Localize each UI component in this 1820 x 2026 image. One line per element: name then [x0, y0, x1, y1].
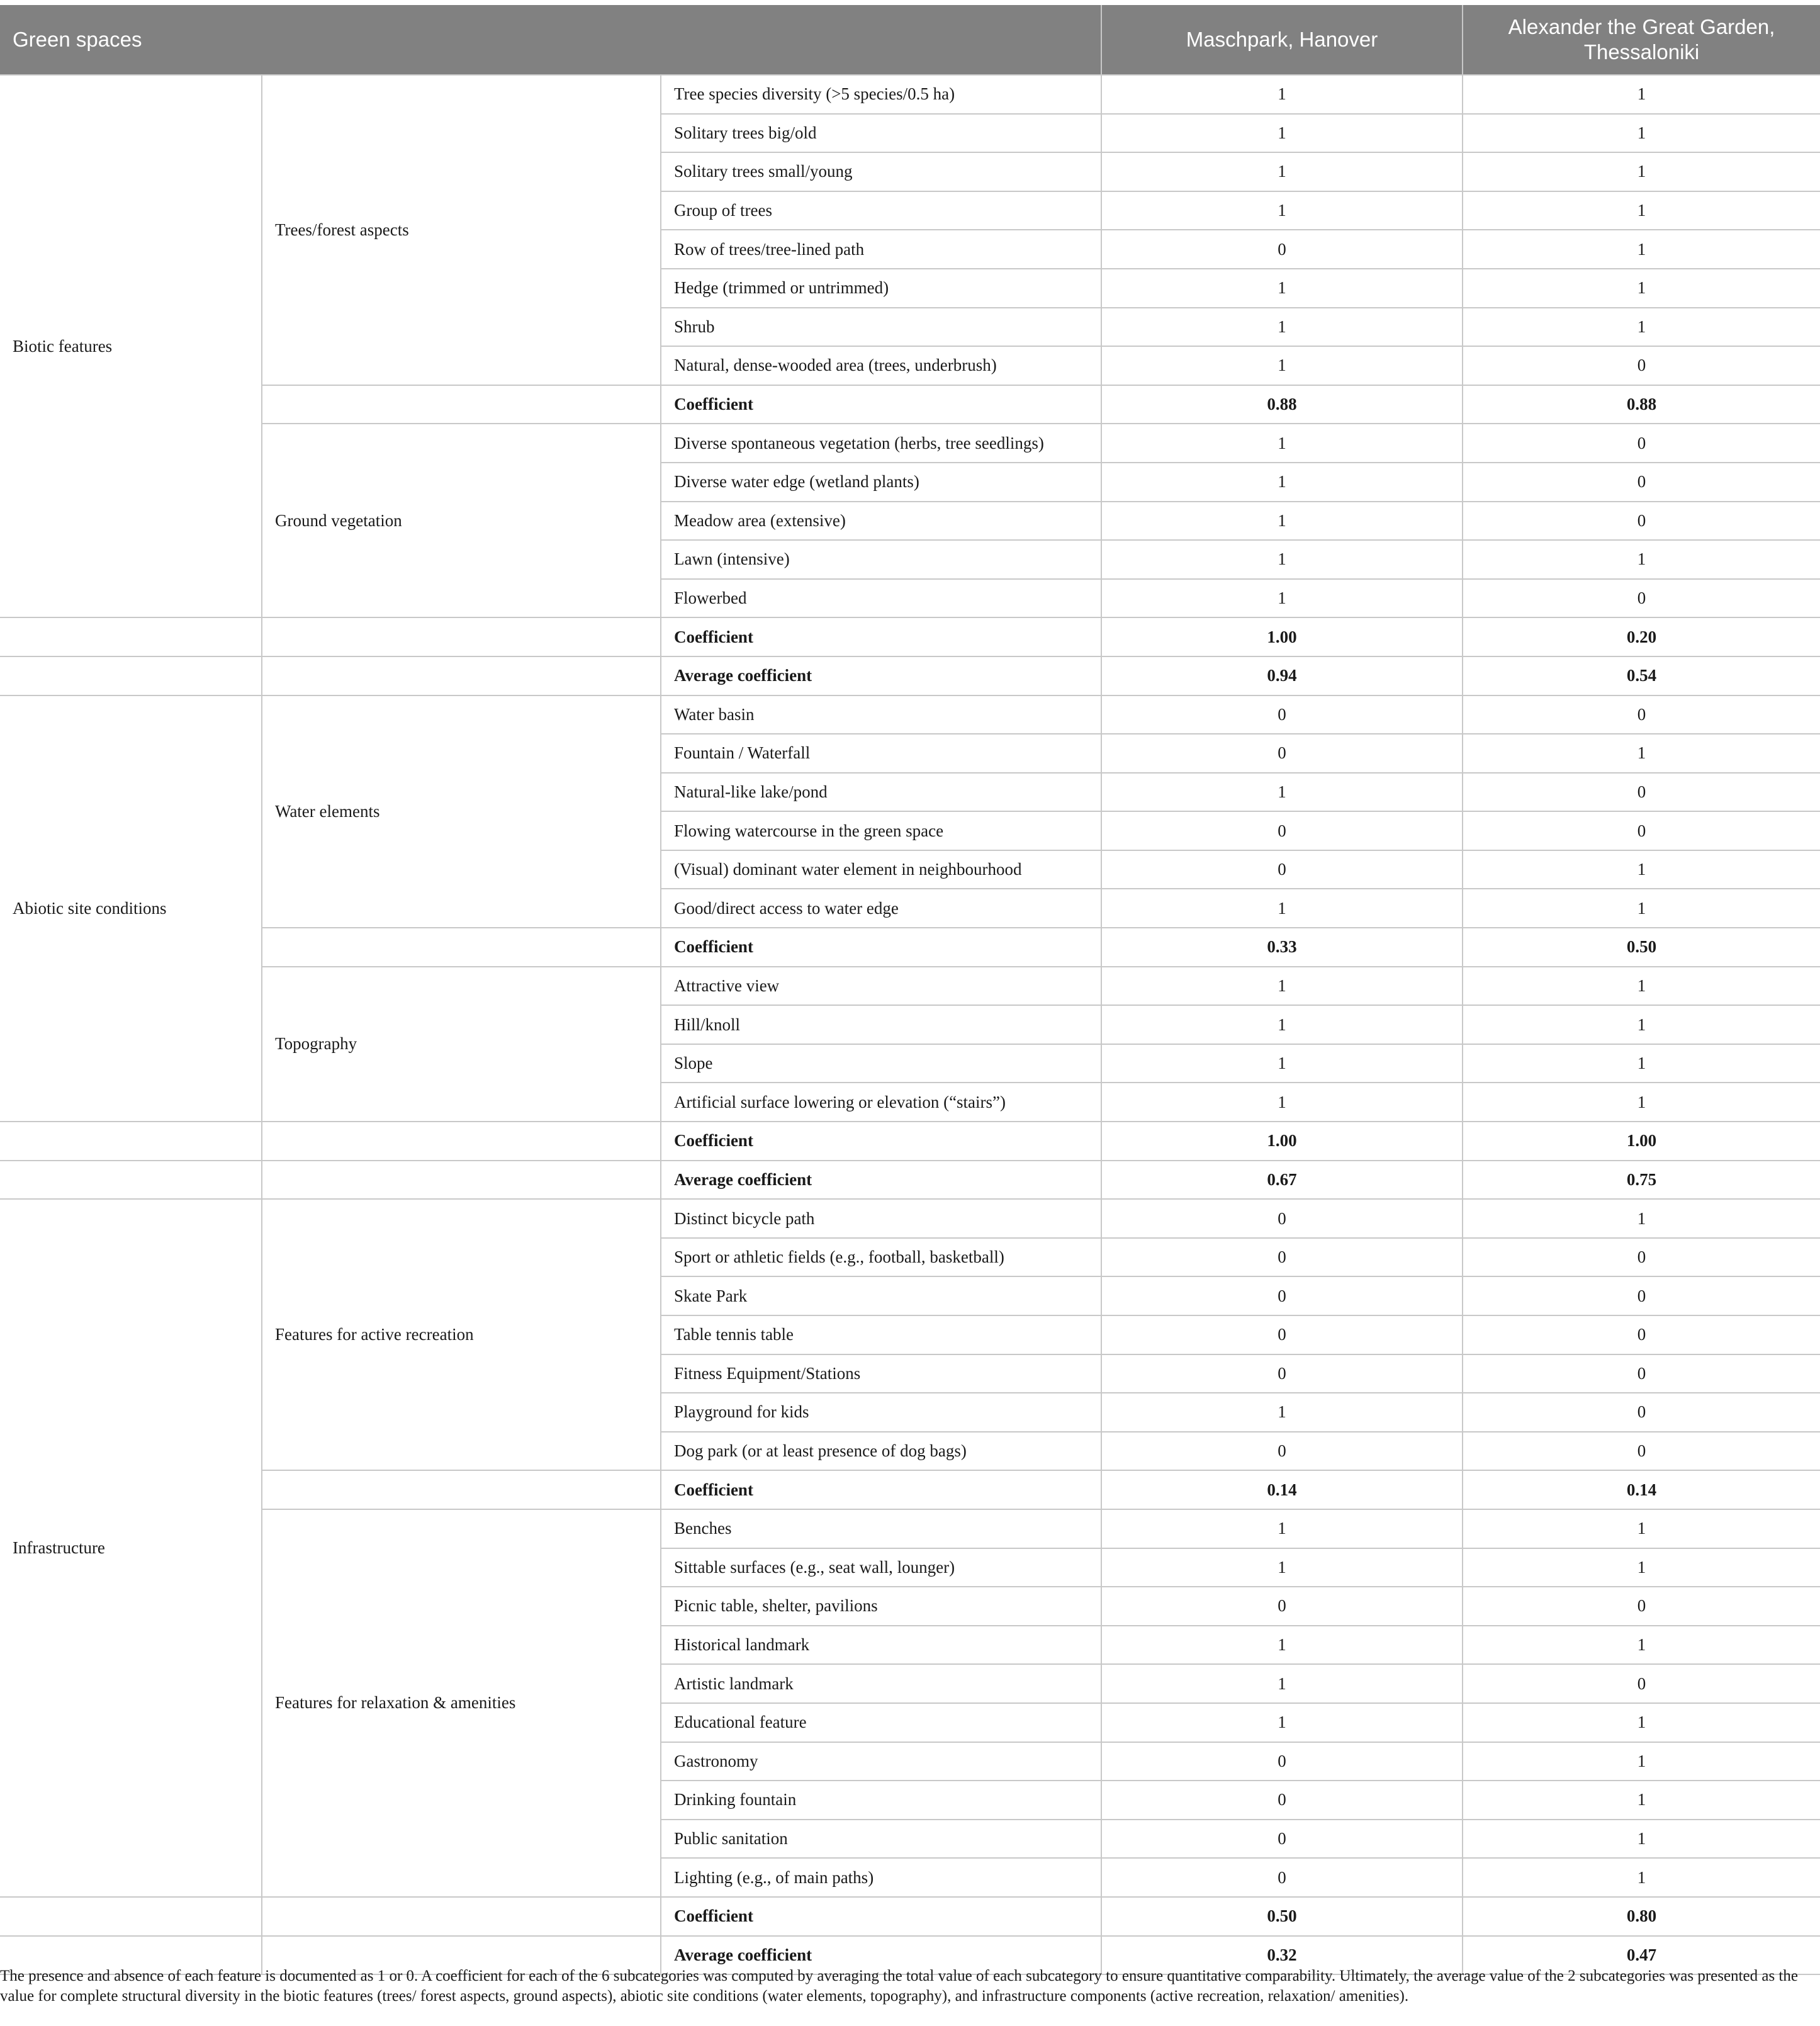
coefficient-row — [0, 1122, 1820, 1161]
feature-name: Shrub — [661, 308, 1101, 347]
alexander-value: 1 — [1463, 734, 1820, 773]
feature-name: Slope — [661, 1044, 1101, 1083]
alexander-value: 1 — [1463, 1083, 1820, 1122]
alexander-value: 1 — [1463, 308, 1820, 347]
feature-name: Row of trees/tree-lined path — [661, 230, 1101, 269]
alexander-value: 1 — [1463, 152, 1820, 191]
feature-name: Historical landmark — [661, 1626, 1101, 1665]
alexander-value: 0 — [1463, 1238, 1820, 1277]
maschpark-average: 0.32 — [1101, 1936, 1463, 1975]
alexander-average: 0.54 — [1463, 656, 1820, 695]
empty-cell — [262, 1470, 661, 1509]
maschpark-value: 1 — [1101, 1393, 1463, 1432]
feature-name: Attractive view — [661, 967, 1101, 1006]
maschpark-value: 1 — [1101, 579, 1463, 618]
feature-name: Group of trees — [661, 191, 1101, 230]
alexander-value: 1 — [1463, 1858, 1820, 1897]
alexander-value: 0 — [1463, 811, 1820, 850]
alexander-coefficient: 0.14 — [1463, 1470, 1820, 1509]
alexander-value: 1 — [1463, 1044, 1820, 1083]
green-spaces-table — [0, 5, 1820, 1975]
feature-name: Hill/knoll — [661, 1005, 1101, 1044]
coefficient-row — [0, 617, 1820, 656]
maschpark-value: 0 — [1101, 1587, 1463, 1626]
alexander-value: 1 — [1463, 540, 1820, 579]
maschpark-value: 1 — [1101, 967, 1463, 1006]
coefficient-label: Coefficient — [661, 1470, 1101, 1509]
header-alexander-garden — [1463, 5, 1820, 75]
coefficient-row — [0, 928, 1820, 967]
category-label: Infrastructure — [0, 1199, 262, 1897]
feature-name: Sport or athletic fields (e.g., football, basketball) — [661, 1238, 1101, 1277]
alexander-value: 1 — [1463, 114, 1820, 153]
coefficient-row — [0, 1470, 1820, 1509]
average-coefficient-row — [0, 1161, 1820, 1200]
average-coefficient-row — [0, 656, 1820, 695]
empty-cell — [262, 1161, 661, 1200]
alexander-coefficient: 0.50 — [1463, 928, 1820, 967]
maschpark-coefficient: 0.50 — [1101, 1897, 1463, 1936]
alexander-value: 1 — [1463, 1005, 1820, 1044]
table-container — [0, 5, 1820, 1975]
maschpark-value: 1 — [1101, 463, 1463, 502]
alexander-coefficient: 0.88 — [1463, 385, 1820, 424]
maschpark-average: 0.94 — [1101, 656, 1463, 695]
alexander-value: 0 — [1463, 346, 1820, 385]
feature-name: Water basin — [661, 695, 1101, 734]
feature-name: Fountain / Waterfall — [661, 734, 1101, 773]
alexander-value: 1 — [1463, 967, 1820, 1006]
table-row — [0, 695, 1820, 734]
maschpark-coefficient: 1.00 — [1101, 1122, 1463, 1161]
alexander-value: 1 — [1463, 1626, 1820, 1665]
maschpark-value: 1 — [1101, 75, 1463, 114]
feature-name: Skate Park — [661, 1276, 1101, 1315]
alexander-value: 1 — [1463, 75, 1820, 114]
empty-cell — [0, 1897, 262, 1936]
maschpark-value: 1 — [1101, 114, 1463, 153]
category-label: Biotic features — [0, 75, 262, 617]
alexander-value: 1 — [1463, 1742, 1820, 1781]
empty-cell — [0, 1122, 262, 1161]
alexander-value: 1 — [1463, 1820, 1820, 1859]
alexander-value: 0 — [1463, 773, 1820, 812]
maschpark-value: 0 — [1101, 850, 1463, 889]
maschpark-value: 1 — [1101, 191, 1463, 230]
maschpark-value: 1 — [1101, 1664, 1463, 1703]
alexander-value: 1 — [1463, 1781, 1820, 1820]
alexander-value: 0 — [1463, 1276, 1820, 1315]
empty-cell — [262, 1897, 661, 1936]
alexander-value: 1 — [1463, 889, 1820, 928]
maschpark-value: 1 — [1101, 1083, 1463, 1122]
maschpark-value: 1 — [1101, 424, 1463, 463]
maschpark-value: 0 — [1101, 734, 1463, 773]
header-row — [0, 5, 1820, 75]
header-maschpark: Maschpark, Hanover — [1101, 5, 1463, 75]
average-coefficient-label: Average coefficient — [661, 1936, 1101, 1975]
coefficient-row — [0, 385, 1820, 424]
maschpark-value: 0 — [1101, 1199, 1463, 1238]
empty-cell — [0, 617, 262, 656]
feature-name: Solitary trees big/old — [661, 114, 1101, 153]
maschpark-value: 0 — [1101, 695, 1463, 734]
feature-name: Fitness Equipment/Stations — [661, 1354, 1101, 1393]
alexander-value: 0 — [1463, 1664, 1820, 1703]
alexander-value: 0 — [1463, 424, 1820, 463]
header-alexander-line1: Alexander the Great Garden, — [1508, 15, 1775, 38]
subcategory-label: Features for active recreation — [262, 1199, 661, 1470]
feature-name: Artificial surface lowering or elevation (“stairs”) — [661, 1083, 1101, 1122]
alexander-average: 0.47 — [1463, 1936, 1820, 1975]
average-coefficient-label: Average coefficient — [661, 1161, 1101, 1200]
empty-cell — [262, 1122, 661, 1161]
maschpark-value: 1 — [1101, 308, 1463, 347]
maschpark-value: 1 — [1101, 1044, 1463, 1083]
maschpark-value: 1 — [1101, 1548, 1463, 1587]
maschpark-value: 1 — [1101, 1005, 1463, 1044]
maschpark-coefficient: 0.14 — [1101, 1470, 1463, 1509]
subcategory-label: Water elements — [262, 695, 661, 928]
feature-name: Tree species diversity (>5 species/0.5 ha) — [661, 75, 1101, 114]
maschpark-value: 1 — [1101, 152, 1463, 191]
table-row — [0, 967, 1820, 1006]
coefficient-label: Coefficient — [661, 385, 1101, 424]
coefficient-label: Coefficient — [661, 928, 1101, 967]
maschpark-value: 0 — [1101, 1820, 1463, 1859]
alexander-value: 0 — [1463, 1432, 1820, 1471]
alexander-value: 1 — [1463, 191, 1820, 230]
feature-name: Public sanitation — [661, 1820, 1101, 1859]
feature-name: Lighting (e.g., of main paths) — [661, 1858, 1101, 1897]
feature-name: Drinking fountain — [661, 1781, 1101, 1820]
alexander-value: 1 — [1463, 1703, 1820, 1742]
alexander-value: 1 — [1463, 850, 1820, 889]
feature-name: (Visual) dominant water element in neighbourhood — [661, 850, 1101, 889]
alexander-value: 1 — [1463, 269, 1820, 308]
feature-name: Hedge (trimmed or untrimmed) — [661, 269, 1101, 308]
coefficient-label: Coefficient — [661, 1122, 1101, 1161]
feature-name: Benches — [661, 1509, 1101, 1548]
alexander-coefficient: 0.80 — [1463, 1897, 1820, 1936]
coefficient-label: Coefficient — [661, 1897, 1101, 1936]
feature-name: Artistic landmark — [661, 1664, 1101, 1703]
alexander-coefficient: 1.00 — [1463, 1122, 1820, 1161]
header-alexander-line2: Thessaloniki — [1583, 40, 1700, 64]
maschpark-value: 0 — [1101, 1742, 1463, 1781]
empty-cell — [262, 656, 661, 695]
alexander-value: 1 — [1463, 1199, 1820, 1238]
feature-name: Solitary trees small/young — [661, 152, 1101, 191]
maschpark-value: 0 — [1101, 1315, 1463, 1354]
table-row — [0, 424, 1820, 463]
alexander-value: 1 — [1463, 230, 1820, 269]
maschpark-value: 1 — [1101, 269, 1463, 308]
table-body — [0, 75, 1820, 1974]
coefficient-label: Coefficient — [661, 617, 1101, 656]
alexander-value: 0 — [1463, 1587, 1820, 1626]
feature-name: Playground for kids — [661, 1393, 1101, 1432]
feature-name: Sittable surfaces (e.g., seat wall, lounger) — [661, 1548, 1101, 1587]
empty-cell — [262, 617, 661, 656]
feature-name: Diverse water edge (wetland plants) — [661, 463, 1101, 502]
feature-name: Flowerbed — [661, 579, 1101, 618]
alexander-value: 1 — [1463, 1509, 1820, 1548]
table-row — [0, 1509, 1820, 1548]
subcategory-label: Trees/forest aspects — [262, 75, 661, 385]
table-row — [0, 75, 1820, 114]
empty-cell — [262, 928, 661, 967]
maschpark-value: 1 — [1101, 502, 1463, 541]
average-coefficient-label: Average coefficient — [661, 656, 1101, 695]
maschpark-value: 0 — [1101, 1276, 1463, 1315]
feature-name: Table tennis table — [661, 1315, 1101, 1354]
feature-name: Flowing watercourse in the green space — [661, 811, 1101, 850]
alexander-value: 0 — [1463, 1393, 1820, 1432]
alexander-value: 0 — [1463, 695, 1820, 734]
maschpark-value: 0 — [1101, 811, 1463, 850]
alexander-value: 0 — [1463, 579, 1820, 618]
feature-name: Diverse spontaneous vegetation (herbs, tree seedlings) — [661, 424, 1101, 463]
maschpark-value: 1 — [1101, 773, 1463, 812]
alexander-value: 0 — [1463, 502, 1820, 541]
maschpark-value: 0 — [1101, 1432, 1463, 1471]
maschpark-value: 1 — [1101, 889, 1463, 928]
maschpark-value: 0 — [1101, 1354, 1463, 1393]
feature-name: Meadow area (extensive) — [661, 502, 1101, 541]
subcategory-label: Ground vegetation — [262, 424, 661, 617]
feature-name: Distinct bicycle path — [661, 1199, 1101, 1238]
alexander-value: 0 — [1463, 1315, 1820, 1354]
maschpark-value: 0 — [1101, 1781, 1463, 1820]
empty-cell — [262, 385, 661, 424]
feature-name: Natural-like lake/pond — [661, 773, 1101, 812]
maschpark-value: 1 — [1101, 1703, 1463, 1742]
maschpark-coefficient: 1.00 — [1101, 617, 1463, 656]
category-label: Abiotic site conditions — [0, 695, 262, 1122]
maschpark-value: 0 — [1101, 1238, 1463, 1277]
maschpark-coefficient: 0.33 — [1101, 928, 1463, 967]
maschpark-value: 1 — [1101, 1509, 1463, 1548]
alexander-average: 0.75 — [1463, 1161, 1820, 1200]
table-row — [0, 1199, 1820, 1238]
feature-name: Educational feature — [661, 1703, 1101, 1742]
coefficient-row — [0, 1897, 1820, 1936]
alexander-coefficient: 0.20 — [1463, 617, 1820, 656]
feature-name: Gastronomy — [661, 1742, 1101, 1781]
maschpark-value: 1 — [1101, 540, 1463, 579]
maschpark-value: 1 — [1101, 1626, 1463, 1665]
table-footnote: The presence and absence of each feature is documented as 1 or 0. A coefficient for each of the 6 subcategories was computed by averaging the total value of each subcategory to ensure quantitative comparability. Ultimately, the average value of the 2 subcategories was presented as the value for complete structural diversity in the biotic features (trees/ forest aspects, ground aspects), abiotic site conditions (water elements, topography), and infrastructure components (active recreation, relaxation/ amenities). — [0, 1967, 1798, 2005]
subcategory-label: Features for relaxation & amenities — [262, 1509, 661, 1897]
maschpark-average: 0.67 — [1101, 1161, 1463, 1200]
feature-name: Good/direct access to water edge — [661, 889, 1101, 928]
alexander-value: 0 — [1463, 1354, 1820, 1393]
empty-cell — [0, 1161, 262, 1200]
alexander-value: 1 — [1463, 1548, 1820, 1587]
feature-name: Dog park (or at least presence of dog bags) — [661, 1432, 1101, 1471]
maschpark-value: 1 — [1101, 346, 1463, 385]
maschpark-value: 0 — [1101, 230, 1463, 269]
maschpark-value: 0 — [1101, 1858, 1463, 1897]
header-green-spaces: Green spaces — [0, 5, 1101, 75]
feature-name: Natural, dense-wooded area (trees, underbrush) — [661, 346, 1101, 385]
empty-cell — [0, 656, 262, 695]
subcategory-label: Topography — [262, 967, 661, 1122]
feature-name: Lawn (intensive) — [661, 540, 1101, 579]
alexander-value: 0 — [1463, 463, 1820, 502]
maschpark-coefficient: 0.88 — [1101, 385, 1463, 424]
feature-name: Picnic table, shelter, pavilions — [661, 1587, 1101, 1626]
